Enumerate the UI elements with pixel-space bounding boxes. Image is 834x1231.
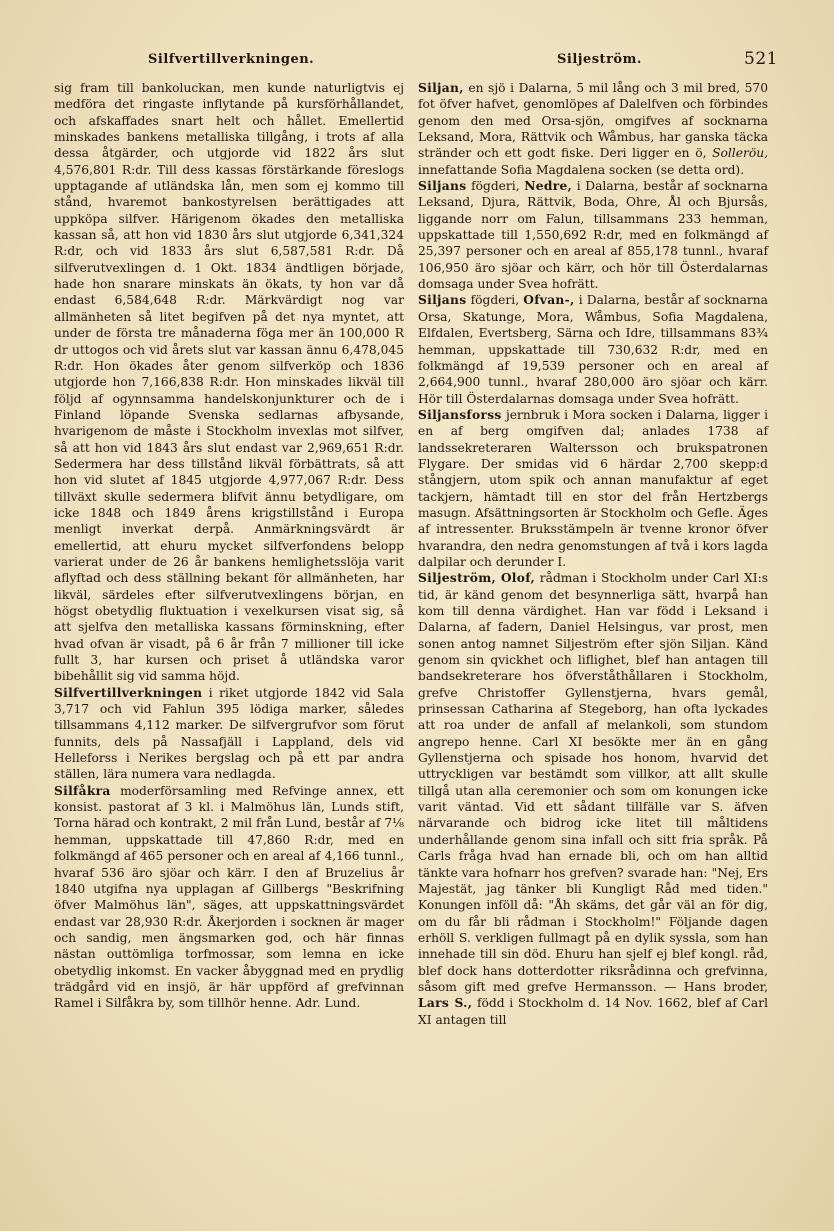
entry-text: jernbruk i Mora socken i Dalarna, ligger i en af berg omgifven dal; anlades 1738 af landssekreteraren Waltersson och brukspatronen Flygare. Der smidas vid 6 härdar 2,700 skepp:d stångjern, utom spik och annan manufaktur af eget tackjern, hämtadt till en stor del från Hertzbergs masugn. Afsättningsorten är Stockholm och Gefle. Äges af intressenter. Bruksstämpeln är tvenne kronor öfver hvarandra, den nedra genomstungen af två i kors lagda dalpilar och derunder I. bbox=[418, 407, 768, 569]
entry-silfvertillverkningen bbox=[54, 685, 404, 783]
entry-text: i riket utgjorde 1842 vid Sala 3,717 och vid Fahlun 395 lödiga marker, således tillsammans 4,112 marker. De silfvergrufvor som förut funnits, dels på Nassafjäll i Lappland, dels vid Helleforss i Nerikes bergslag och på ett par andra ställen, lära numera vara nedlagda. bbox=[54, 685, 404, 782]
running-head-left: Silfvertillverkningen. bbox=[148, 51, 315, 67]
entry-silfver-kassa bbox=[54, 80, 404, 685]
entry-text: fögderi, bbox=[466, 293, 524, 308]
entry-headword: Silfåkra bbox=[54, 782, 111, 798]
entry-text: en sjö i Dalarna, 5 mil lång och 3 mil bred, 570 fot öfver hafvet, genomlöpes af Dalelfven och förbindes genom den med Orsa-sjön, omgifves af socknarna Leksand, Mora, Rättvik och Wåmbus, har ganska täcka stränder och ett godt fiske. Deri ligger en ö, bbox=[418, 81, 768, 161]
entry-italic: Solleröu, bbox=[712, 146, 768, 161]
entry-text: i Dalarna, består af socknarna Leksand, Djura, Rättvik, Boda, Ohre, Ål och Bjursås, liggande norr om Falun, tillsammans 233 hemman, uppskattade till 1,550,692 R:dr, med en folkmängd af 25,397 personer och en areal af 855,178 tunnl., hvaraf 106,950 äro sjöar och kärr, och hör till Österdalarnas domsaga under Svea hofrätt. bbox=[418, 179, 768, 292]
entry-subheadword: Ofvan-, bbox=[523, 292, 575, 308]
left-column bbox=[54, 80, 404, 1012]
entry-text: sig fram till bankoluckan, men kunde naturligtvis ej medföra det ringaste inflytande på kursförhållandet, och afskaffades snart helt och hållet. Emellertid minskades bankens metalliska tillgång, i trots af alla dessa åtgärder, och utgjorde vid 1822 års slut 4,576,801 R:dr. Till dess kassas förstärkande föreslogs upptagande af utländska lån, men som ej kommo till stånd, hvaremot bankostyrelsen berättigades att uppköpa silfver. Härigenom ökades den metalliska kassan så, att hon vid 1830 års slut utgjorde 6,341,324 R:dr, och vid 1833 års slut 6,587,581 R:dr. Då silfverutvexlingen d. 1 Okt. 1834 ändtligen började, hade hon snarare minskats än ökats, ty hon var då endast 6,584,648 R:dr. Märkvärdigt nog var allmänheten så litet begifven på det nya myntet, att under de första tre månaderna föga mer än 100,000 R dr uttogos och vid årets slut var kassan ännu 6,478,045 R:dr. Hon ökades åter genom silfverköp och 1836 utgjorde hon 7,166,838 R:dr. Hon minskades likväl till följd af ogynnsamma handelskonjunkturer och de i Finland löpande Svenska sedlarnas afbysande, hvarigenom de måste i Stockholm invexlas mot silfver, så att hon vid 1843 års slut endast var 2,969,651 R:dr. Sedermera har dess tillstånd likväl förbättrats, så att hon vid slutet af 1845 utgjorde 4,977,067 R:dr. Dess tillväxt skulle sedermera blifvit ännu betydligare, om icke 1848 och 1849 årens krigstillstånd i Europa menligt inverkat derpå. Anmärkningsvärdt är emellertid, att ehuru mycket silfverfondens belopp varierat under de 26 år bankens hemlighetsslöja varit aflyftad och dess ställning bekant för allmänheten, har likväl, särdeles efter silfverutvexlingens början, en högst obetydlig fluktuation i vexelkursen visat sig, så att sjelfva den metalliska kassans förminskning, efter hvad ofvan är visadt, på 6 år från 7 millioner till icke fullt 3, har kursen och priset å utländska varor bibehållit sig vid samma höjd. bbox=[54, 81, 404, 684]
entry-silfakra bbox=[54, 783, 404, 1012]
entry-siljans-ofvan bbox=[418, 292, 768, 406]
entry-siljan bbox=[418, 80, 768, 178]
entry-subheadword: Olof, bbox=[500, 570, 536, 586]
right-column bbox=[418, 80, 768, 1028]
entry-text: fögderi, bbox=[466, 179, 525, 194]
running-head-right: Siljeström. bbox=[557, 51, 642, 67]
entry-headword: Siljans bbox=[418, 178, 467, 194]
entry-text: född i Stockholm d. 14 Nov. 1662, blef af Carl XI antagen till bbox=[418, 996, 768, 1027]
entry-headword: Siljeström, bbox=[418, 570, 497, 586]
page-number: 521 bbox=[744, 49, 778, 69]
entry-subheadword: Lars S., bbox=[418, 995, 473, 1011]
entry-siljestrom bbox=[418, 570, 768, 1028]
entry-text: moderförsamling med Refvinge annex, ett konsist. pastorat af 3 kl. i Malmöhus län, Lunds stift, Torna härad och kontrakt, 2 mil från Lund, består af 7⅛ hemman, uppskattade till 47,860 R:dr, med en folkmängd af 465 personer och en areal af 4,166 tunnl., hvaraf 536 äro sjöar och kärr. I den af Bruzelius år 1840 utgifna nya upplagan af Gillbergs "Beskrifning öfver Malmöhus län", säges, att uppskattningsvärdet endast var 28,930 R:dr. Åkerjorden i socknen är mager och sandig, men ängsmarken god, och här finnas nästan outtömliga torfmossar, som lemna en icke obetydlig inkomst. En vacker åbyggnad med en prydlig trädgård vid en insjö, är här uppförd af grefvinnan Ramel i Silfåkra by, som tillhör henne. Adr. Lund. bbox=[54, 783, 404, 1011]
entry-headword: Siljansforss bbox=[418, 406, 502, 422]
entry-headword: Siljan, bbox=[418, 80, 464, 95]
entry-subheadword: Nedre, bbox=[524, 178, 573, 194]
entry-headword: Silfvertillverkningen bbox=[54, 684, 203, 700]
entry-siljansforss bbox=[418, 407, 768, 570]
entry-text: innefattande Sofia Magdalena socken (se detta ord). bbox=[418, 162, 745, 177]
entry-siljans-nedre bbox=[418, 178, 768, 292]
entry-headword: Siljans bbox=[418, 292, 467, 308]
entry-text: i Dalarna, består af socknarna Orsa, Skatunge, Mora, Wåmbus, Sofia Magdalena, Elfdalen, Evertsberg, Särna och Idre, tillsammans 83¾ hemman, uppskattade till 730,632 R:dr, med en folkmängd af 19,539 personer och en areal af 2,664,900 tunnl., hvaraf 280,000 äro sjöar och kärr. Hör till Österdalarnas domsaga under Svea hofrätt. bbox=[418, 293, 768, 406]
entry-text: rådman i Stockholm under Carl XI:s tid, är känd genom det besynnerliga sätt, hvarpå han kom till denna värdighet. Han var född i Leksand i Dalarna, af fadern, Daniel Helsingus, var prost, men sonen antog namnet Siljeström efter sjön Siljan. Känd genom sin qvickhet och liflighet, blef han antagen till bandsekreterare hos öfverståthållaren i Stockholm, grefve Christoffer Gyllenstjerna, hvars gemål, prinsessan Catharina af Stegeborg, han ofta lyckades att roa under de anfall af melankoli, som stundom angrepo henne. Carl XI besökte mer än en gång Gyllenstjerna och spisade hos honom, hvarvid det uttryckligen var bestämdt som villkor, att allt skulle tillgå utan alla ceremonier och som om konungen icke varit väntad. Vid ett sådant tillfälle var S. äfven närvarande och bidrog icke litet till måltidens underhållande genom sina infall och sitt fria språk. På Carls fråga hvad han ernade bli, och om han alltid tänkte vara hofnarr hos grefven? svarade han: "Nej, Ers Majestät, jag tänker bli Kungligt Råd med tiden." Konungen inföll då: "Åh skäms, det går väl an för dig, om du får bli rådman i Stockholm!" Följande dagen erhöll S. verkligen fullmagt på en dylik syssla, som han innehade till sin död. Ehuru han sjelf ej blef kongl. råd, blef dock hans dotterdotter riksrådinna och grefvinna, såsom gift med grefve Hermansson. — Hans broder, bbox=[418, 571, 768, 994]
